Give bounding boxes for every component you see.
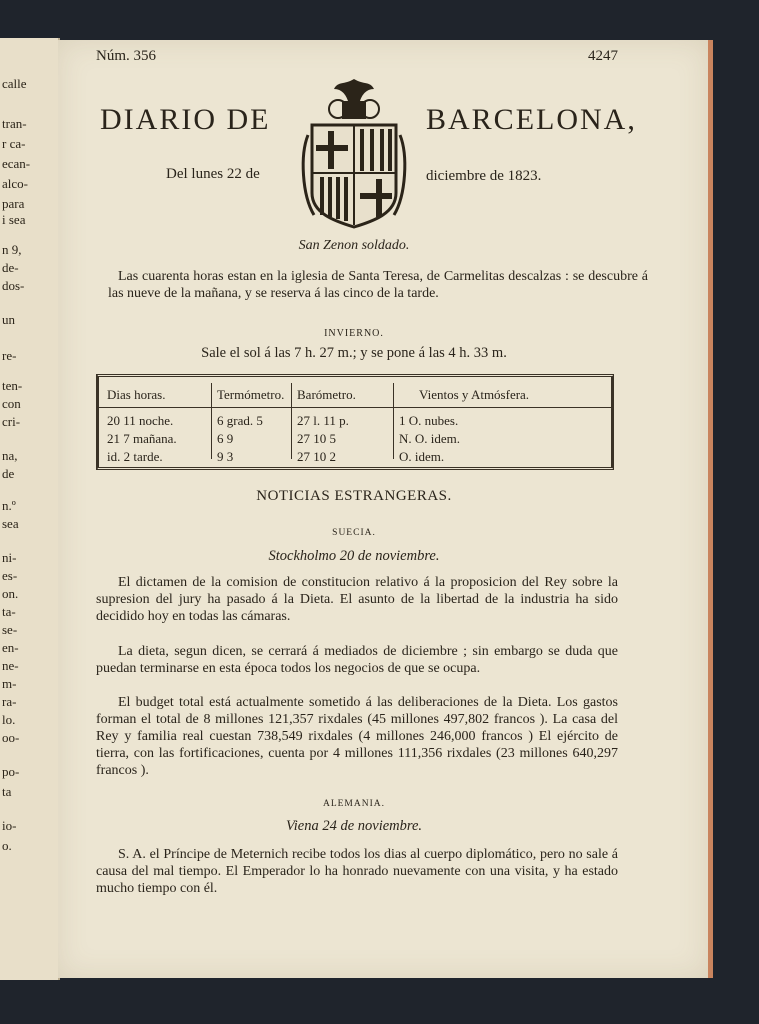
cell-termometro: 9 3 bbox=[217, 449, 234, 464]
header-barometro: Barómetro. bbox=[297, 387, 356, 402]
issue-date-left: Del lunes 22 de bbox=[166, 166, 260, 182]
header-dias: Dias horas. bbox=[107, 387, 166, 402]
left-page-text-fragment: lo. bbox=[2, 712, 16, 727]
table-row bbox=[99, 449, 611, 467]
cell-barometro: 27 10 2 bbox=[297, 449, 336, 464]
left-page-text-fragment: ni- bbox=[2, 550, 17, 565]
news-section-heading: NOTICIAS ESTRANGERAS. bbox=[256, 488, 452, 504]
article-paragraph: El dictamen de la comision de constitucion relativo á la proposicion del Rey sobre la supresion del jury ha pasado á la Dieta. El asunto de la libertad de la industria ha sido decidido hoy en todas las cámaras. bbox=[96, 575, 618, 624]
left-page-text-fragment: con bbox=[2, 396, 21, 411]
issue-number: Núm. 356 bbox=[96, 48, 156, 64]
header-termometro: Termómetro. bbox=[217, 387, 285, 402]
left-page-text-fragment: ten- bbox=[2, 378, 23, 393]
left-page-text-fragment: ra- bbox=[2, 694, 17, 709]
left-page-text-fragment: po- bbox=[2, 764, 20, 779]
season-label: INVIERNO. bbox=[324, 328, 384, 339]
left-page-text-fragment: n.º bbox=[2, 498, 16, 513]
left-page-text-fragment: alco- bbox=[2, 176, 28, 191]
table-row bbox=[99, 431, 611, 449]
cell-vientos: O. idem. bbox=[399, 449, 445, 464]
article-paragraph: La dieta, segun dicen, se cerrará á mediados de diciembre ; sin embargo se duda que puedan terminarse en esta época todos los negocios de que se ocupa. bbox=[96, 644, 618, 676]
article-paragraph: S. A. el Príncipe de Meternich recibe todos los dias al cuerpo diplomático, pero no sale á causa del mal tiempo. El Emperador lo ha honrado nuevamente con una visita, y ha estado mucho tiempo con él. bbox=[96, 847, 618, 896]
left-page-text-fragment: n 9, bbox=[2, 242, 22, 257]
left-page-text-fragment: i sea bbox=[2, 212, 26, 227]
left-page-text-fragment: es- bbox=[2, 568, 18, 583]
left-page-text-fragment: calle bbox=[2, 76, 27, 91]
left-page-text-fragment: oo- bbox=[2, 730, 20, 745]
sunrise-sunset: Sale el sol á las 7 h. 27 m.; y se pone á las 4 h. 33 m. bbox=[201, 345, 507, 361]
left-page-text-fragment: dos- bbox=[2, 278, 25, 293]
newspaper-page bbox=[58, 40, 713, 978]
left-page-text-fragment: de- bbox=[2, 260, 19, 275]
header-vientos: Vientos y Atmósfera. bbox=[419, 387, 530, 402]
cell-vientos: 1 O. nubes. bbox=[399, 413, 459, 428]
left-page-text-fragment: ta bbox=[2, 784, 12, 799]
left-page-text-fragment: de bbox=[2, 466, 15, 481]
page-number: 4247 bbox=[588, 48, 618, 64]
left-page-text-fragment: un bbox=[2, 312, 15, 327]
section-label-suecia: SUECIA. bbox=[332, 528, 376, 538]
left-page-text-fragment: io- bbox=[2, 818, 17, 833]
cell-vientos: N. O. idem. bbox=[399, 431, 461, 446]
cell-dias: 21 7 mañana. bbox=[107, 431, 177, 446]
left-page-text-fragment: cri- bbox=[2, 414, 21, 429]
cell-dias: 20 11 noche. bbox=[107, 413, 174, 428]
weather-table-header bbox=[99, 387, 611, 408]
left-page-text-fragment: r ca- bbox=[2, 136, 26, 151]
masthead-title-left: DIARIO DE bbox=[100, 103, 271, 136]
left-page-text-fragment: na, bbox=[2, 448, 18, 463]
left-page-text-fragment: tran- bbox=[2, 116, 27, 131]
saint-of-day: San Zenon soldado. bbox=[298, 238, 410, 253]
left-page-text-fragment: para bbox=[2, 196, 25, 211]
dateline-viena: Viena 24 de noviembre. bbox=[285, 818, 423, 834]
masthead-title-right: BARCELONA, bbox=[426, 103, 637, 136]
dateline-stockholmo: Stockholmo 20 de noviembre. bbox=[268, 548, 440, 564]
left-page-text-fragment: en- bbox=[2, 640, 19, 655]
left-page-text-fragment: ecan- bbox=[2, 156, 31, 171]
left-page-text-fragment: m- bbox=[2, 676, 17, 691]
table-row bbox=[99, 413, 611, 431]
left-page-text-fragment: se- bbox=[2, 622, 18, 637]
left-page-text-fragment: on. bbox=[2, 586, 19, 601]
left-facing-page bbox=[0, 38, 60, 980]
issue-date-right: diciembre de 1823. bbox=[426, 168, 542, 184]
left-page-text-fragment: ta- bbox=[2, 604, 16, 619]
religious-notice: Las cuarenta horas estan en la iglesia de Santa Teresa, de Carmelitas descalzas : se descubre á las nueve de la mañana, y se reserva á las cinco de la tarde. bbox=[108, 269, 648, 301]
coat-of-arms-emblem bbox=[298, 75, 410, 230]
left-page-text-fragment: ne- bbox=[2, 658, 19, 673]
left-page-text-fragment: re- bbox=[2, 348, 17, 363]
cell-dias: id. 2 tarde. bbox=[107, 449, 163, 464]
weather-table bbox=[96, 374, 614, 470]
cell-barometro: 27 10 5 bbox=[297, 431, 336, 446]
cell-termometro: 6 9 bbox=[217, 431, 234, 446]
cell-termometro: 6 grad. 5 bbox=[217, 413, 263, 428]
left-page-text-fragment: sea bbox=[2, 516, 19, 531]
left-page-text-fragment: o. bbox=[2, 838, 12, 853]
article-paragraph: El budget total está actualmente sometido á las deliberaciones de la Dieta. Los gastos forman el total de 8 millones 121,357 rixdales (45 millones 497,802 francos ). La casa del Rey y familia real cuestan 738,549 rixdales (4 millones 246,000 francos ) El ejército de tierra, con las fortificaciones, cuenta por 4 millones 111,356 rixdales (23 millones 640,297 francos ). bbox=[96, 695, 618, 778]
section-label-alemania: ALEMANIA. bbox=[322, 799, 386, 809]
cell-barometro: 27 l. 11 p. bbox=[297, 413, 349, 428]
